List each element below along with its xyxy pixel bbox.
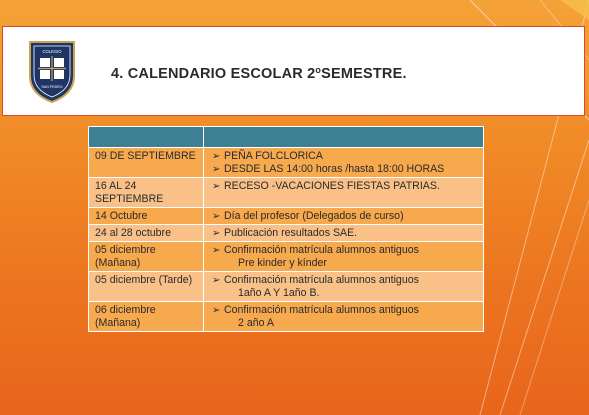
- activity-cell: [204, 178, 484, 208]
- activity-cell: [204, 272, 484, 302]
- table-row: [89, 242, 484, 272]
- activity-item: [212, 304, 477, 330]
- activity-text: Confirmación matrícula alumnos antiguos: [224, 244, 419, 256]
- bullet-arrow-icon: ➢: [212, 275, 221, 286]
- activity-item: [212, 150, 477, 163]
- activity-text: PEÑA FOLCLORICA: [224, 150, 323, 162]
- activity-text: Publicación resultados SAE.: [224, 227, 358, 239]
- activity-text: 1año A Y 1año B.: [238, 287, 320, 299]
- header-cell-activity: [204, 127, 484, 148]
- activity-text: Pre kinder y kínder: [238, 257, 327, 269]
- activity-cell: [204, 242, 484, 272]
- bullet-arrow-icon: ➢: [212, 305, 221, 316]
- table-row: [89, 148, 484, 178]
- date-cell: 24 al 28 octubre: [89, 225, 204, 242]
- page-title: 4. CALENDARIO ESCOLAR 2$^o$SEMESTRE.: [111, 65, 407, 82]
- activity-text: RECESO -VACACIONES FIESTAS PATRIAS.: [224, 180, 440, 192]
- activity-text: 2 año A: [238, 317, 274, 329]
- table-row: [89, 178, 484, 208]
- activity-item: [212, 210, 477, 223]
- bullet-arrow-icon: ➢: [212, 245, 221, 256]
- header-banner: [2, 26, 585, 116]
- date-cell: 16 AL 24 SEPTIEMBRE: [89, 178, 204, 208]
- activity-item: [212, 163, 477, 176]
- date-cell: 09 DE SEPTIEMBRE: [89, 148, 204, 178]
- activity-cell: [204, 302, 484, 332]
- bullet-arrow-icon: ➢: [212, 151, 221, 162]
- activity-text: Confirmación matrícula alumnos antiguos: [224, 304, 419, 316]
- school-crest-icon: [27, 38, 77, 104]
- bullet-arrow-icon: ➢: [212, 211, 221, 222]
- bullet-arrow-icon: ➢: [212, 181, 221, 192]
- date-cell: 06 diciembre (Mañana): [89, 302, 204, 332]
- bullet-arrow-icon: ➢: [212, 164, 221, 175]
- activity-item: [212, 244, 477, 270]
- table-header-row: [89, 127, 484, 148]
- activity-item: [212, 274, 477, 300]
- activity-cell: [204, 225, 484, 242]
- date-cell: 14 Octubre: [89, 208, 204, 225]
- activity-text: DESDE LAS 14:00 horas /hasta 18:00 HORAS: [224, 163, 445, 175]
- table-row: [89, 302, 484, 332]
- activity-item: [212, 180, 477, 193]
- svg-text:COLEGIO: COLEGIO: [42, 49, 62, 54]
- activity-cell: [204, 148, 484, 178]
- date-cell: 05 diciembre (Tarde): [89, 272, 204, 302]
- activity-text: Día del profesor (Delegados de curso): [224, 210, 404, 222]
- activity-cell: [204, 208, 484, 225]
- calendar-table: [88, 126, 484, 332]
- table-row: [89, 208, 484, 225]
- date-cell: 05 diciembre (Mañana): [89, 242, 204, 272]
- table-row: [89, 225, 484, 242]
- header-cell-date: [89, 127, 204, 148]
- table-row: [89, 272, 484, 302]
- svg-text:SAN PEDRO: SAN PEDRO: [41, 85, 63, 89]
- activity-item: [212, 227, 477, 240]
- activity-text: Confirmación matrícula alumnos antiguos: [224, 274, 419, 286]
- bullet-arrow-icon: ➢: [212, 228, 221, 239]
